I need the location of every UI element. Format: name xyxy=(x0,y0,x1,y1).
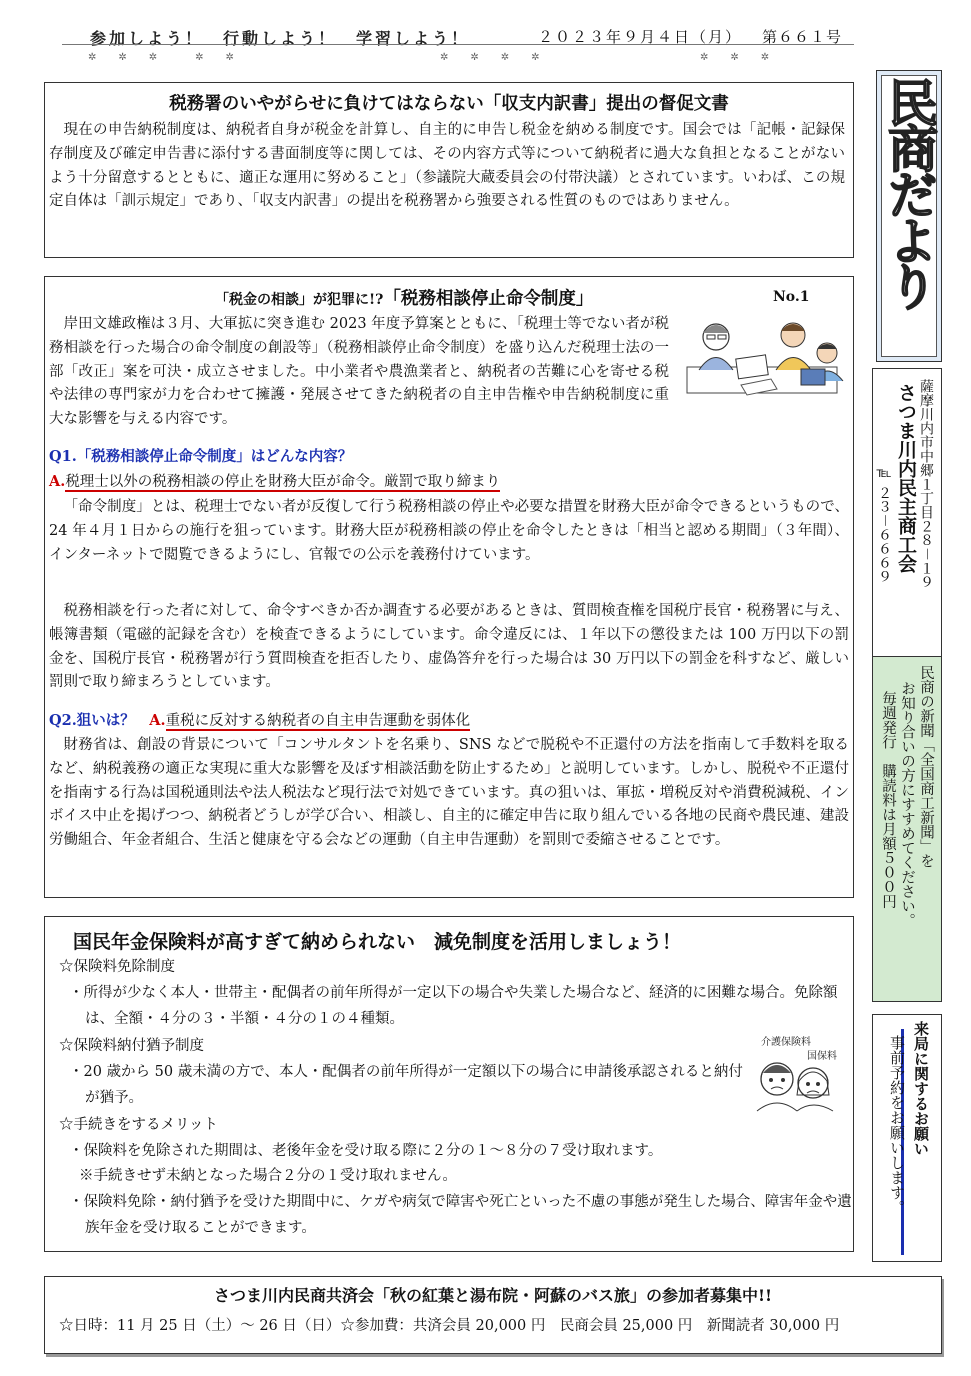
question-1: Q1.「税務相談停止命令制度」はどんな内容？ xyxy=(49,448,353,465)
section-deferral: ☆保険料納付猶予制度 xyxy=(59,1038,204,1054)
answer-1: A.税理士以外の税務相談の停止を財務大臣が命令。厳罰で取り締まり xyxy=(49,473,501,490)
question-2: Q2.狙いは？ A.重税に反対する納税者の自主申告運動を弱体化 xyxy=(49,712,471,729)
header-rule xyxy=(62,44,854,45)
issue-date: ２０２３年９月４日（月） xyxy=(538,28,743,46)
illus-label-nhi: 国保料 xyxy=(807,1051,837,1062)
article-pension-exemption xyxy=(44,916,854,1252)
organization-info xyxy=(872,368,942,662)
merit-2: ・保険料免除・納付猶予を受けた期間中に、ケガや病気で障害や死亡といった不慮の事態が発生した場合、障害年金や遺族年金を受け取ることができます。 xyxy=(69,1194,852,1236)
visit-notice xyxy=(872,1014,942,1262)
merit-1: ・保険料を免除された期間は、老後年金を受け取る際に２分の１～８分の７受け取れます。 xyxy=(69,1143,663,1159)
ad-line-1: 民商の新聞「全国商工新聞」を xyxy=(918,665,934,868)
decorative-stars-icon: ✲ ✲ ✲ ✲ ✲ xyxy=(88,52,240,63)
paragraph-command-system: 「命令制度」とは、税理士でない者が反復して行う税務相談の停止や必要な措置を財務大臣が命令できるというもので、24 年４月１日からの施行を狙っています。財務大臣が税務相談の停止を命令したときは「相当と認める期間」（３年間）、インターネットで閲覧できるようにし、官報での公示を義務付けています。 xyxy=(49,499,849,563)
visit-notice-body: 事前予約をお願いします。 xyxy=(888,1035,906,1215)
ad-line-3: 毎週発行 購読料は月額５００円 xyxy=(880,691,896,909)
org-name: さつま川内民主商工会 xyxy=(895,383,917,573)
article-body: 現在の申告納税制度は、納税者自身が税金を計算し、自主的に申告し税金を納める制度です。国会では「記帳・記録保存制度及び確定申告書に添付する書面制度等に関しては、その内容方式等について納税者に過大な負担となることがないよう十分留意するとともに、適正な運用に努めること」（参議院大蔵委員会の付帯決議）とされています。いわば、この規定自体は「訓示規定」であり、「収支内訳書」の提出を税務署から強要される性質のものではありません。 xyxy=(49,122,845,210)
intro-paragraph: 岸田文雄政権は３月、大軍拡に突き進む 2023 年度予算案とともに、「税理士等でない者が税務相談を行った場合の命令制度の創設等」（税務相談停止命令制度）を盛り込んだ税理士法の一部「改正」案を可決・成立させました。中小業者や農漁業者と、納税者の苦難に心を寄せる税や法律の専門家が力を合わせて擁護・発展させてきた納税者の自主申告権や申告納税制度に重大な影響を与える内容です。 xyxy=(49,316,669,428)
issue-number: 第６６１号 xyxy=(762,28,843,46)
article-title: 国民年金保険料が高すぎて納められない 減免制度を活用しましょう！ xyxy=(73,931,682,953)
paragraph-true-aim: 財務省は、創設の背景について「コンサルタントを名乗り、SNS などで脱税や不正還付の方法を指南して手数料を取るなど、納税義務の適正な実現に重大な影響を及ぼす相談活動を防止するため」と説明しています。しかし、脱税や不正還付を指南する行為は国税通則法や法人税法など現行法で対処できています。真の狙いは、軍拡・増税反対や消費税減税、インボイス中止を掲げつつ、納税者どうしが学び合い、相談し、自主的に確定申告に取り組んでいる各地の民商や農民連、建設労働組合、年金者組合、生活と健康を守る会などの運動（自主申告運動）を罰則で委縮させることです。 xyxy=(49,737,849,849)
slogan: 参加しよう！ 行動しよう！ 学習しよう！ xyxy=(90,29,471,48)
paragraph-penalties: 税務相談を行った者に対して、命令すべきか否か調査する必要があるときは、質問検査権を国税庁長官・税務署に与え、帳簿書類（電磁的記録を含む）を検査できるようにしています。命令違反には、１年以下の懲役または 100 万円以下の罰金を、国税庁長官・税務署が行う質問検査を拒否したり、虚偽答弁を行った場合は 30 万円以下の罰金を科すなど、厳しい罰則で取り締まろうとしています。 xyxy=(49,603,849,691)
deferral-detail: ・20 歳から 50 歳未満の方で、本人・配偶者の前年所得が一定額以下の場合に申請後承認されると納付が猶予。 xyxy=(69,1064,743,1106)
exemption-detail: ・所得が少なく本人・世帯主・配偶者の前年所得が一定以下の場合や失業した場合など、経済的に困難な場合。免除額は、全額・４分の３・半額・４分の１の４種類。 xyxy=(69,985,838,1027)
masthead xyxy=(876,70,942,362)
series-number: No.1 xyxy=(773,289,810,305)
visit-notice-title: 来局に関するお願い xyxy=(912,1021,930,1156)
newspaper-ad xyxy=(872,656,942,1002)
masthead-title: 民商だより xyxy=(880,77,938,307)
ad-line-2: お知り合いの方にすすめてください。 xyxy=(899,681,915,928)
org-phone: ℡ ２３－６６６９ xyxy=(876,465,892,584)
illus-label-care: 介護保険料 xyxy=(761,1037,811,1048)
article-title: 税務署のいやがらせに負けてはならない「収支内訳書」提出の督促文書 xyxy=(169,94,729,114)
article-title: さつま川内民商共済会「秋の紅葉と湯布院・阿蘇のバス旅」の参加者募集中!! xyxy=(213,1286,773,1305)
worried-couple-illustration-icon xyxy=(747,1033,847,1113)
article-tax-receipts xyxy=(44,82,854,258)
trip-details: ☆日時：11 月 25 日（土）～ 26 日（日）☆参加費：共済会員 20,000 円 民商会員 25,000 円 新聞読者 30,000 円 xyxy=(59,1318,840,1334)
section-exemption: ☆保険料免除制度 xyxy=(59,959,175,975)
org-address: 薩摩川内市中郷１丁目２８－１９ xyxy=(918,379,934,589)
article-bus-trip xyxy=(44,1276,942,1354)
article-tax-consultation xyxy=(44,276,854,898)
decorative-stars-icon: ✲ ✲ ✲ ✲ xyxy=(440,52,546,63)
decorative-stars-icon: ✲ ✲ ✲ xyxy=(700,52,776,63)
article-title: 「税金の相談」が犯罪に!?「税務相談停止命令制度」 xyxy=(215,289,594,309)
section-merits: ☆手続きをするメリット xyxy=(59,1117,218,1133)
consultation-illustration-icon xyxy=(681,315,847,397)
merit-note: ※手続きせず未納となった場合２分の１受け取れません。 xyxy=(79,1168,457,1184)
